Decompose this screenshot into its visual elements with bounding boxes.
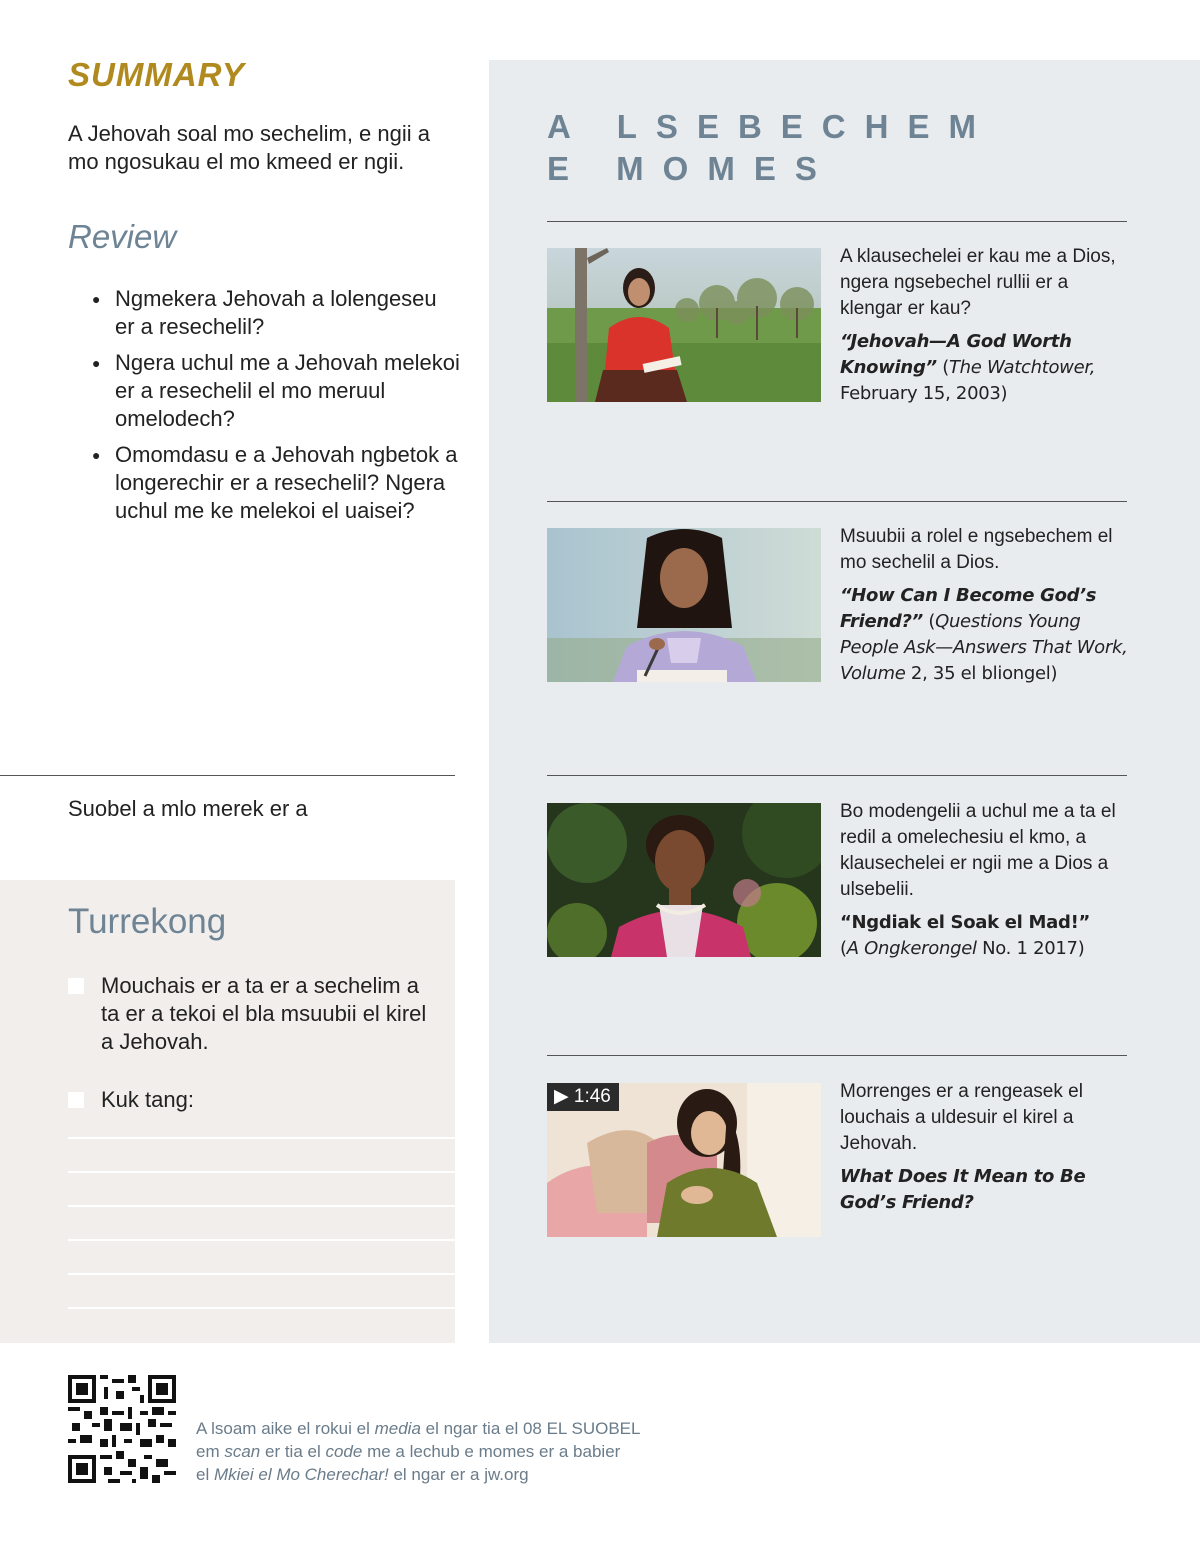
resource-text [840, 1079, 1130, 1216]
resource-date: No. 1 2017) [976, 938, 1085, 959]
footer-fragment: A lsoam aike el rokui el [196, 1419, 375, 1438]
turrekong-title: Turrekong [68, 902, 227, 941]
resource-image-girl-studying[interactable] [547, 528, 821, 682]
divider [547, 501, 1127, 502]
resource-text [840, 524, 1130, 687]
task-checkbox[interactable] [68, 978, 84, 994]
resources-title-line1: A LSEBECHEM [547, 108, 995, 145]
footer-fragment: er tia el [260, 1442, 326, 1461]
resource-video-title[interactable]: What Does It Mean to Be God’s Friend? [840, 1166, 1086, 1213]
task-checkbox[interactable] [68, 1092, 84, 1108]
resource-image-smiling-woman[interactable] [547, 803, 821, 957]
task-item-1 [68, 972, 428, 1056]
turrekong-panel [0, 880, 455, 1343]
task-label: Kuk tang: [101, 1087, 194, 1112]
qr-code-icon[interactable] [68, 1375, 176, 1483]
resource-text [840, 799, 1130, 962]
citation-punct: ( [840, 938, 847, 959]
review-title: Review [68, 218, 177, 255]
resource-citation-title[interactable]: “How Can I Become God’s Friend?” [840, 585, 1097, 632]
task-item-2 [68, 1086, 428, 1114]
resource-citation[interactable] [840, 329, 1130, 407]
writing-line[interactable] [68, 1137, 455, 1139]
writing-line[interactable] [68, 1239, 455, 1241]
resource-description: Bo modengelii a uchul me a ta el redil a omelechesiu el kmo, a klausechelei er ngii me a Dios a ulsebelii. [840, 801, 1116, 900]
resources-panel [489, 60, 1200, 1343]
notes-label: Suobel a mlo merek er a [68, 796, 308, 821]
resource-text [840, 244, 1130, 407]
footer-fragment: code [325, 1442, 363, 1461]
divider [0, 775, 455, 776]
footer-fragment: me a lechub e momes er a babier [362, 1442, 621, 1461]
resources-title-line2: E MOMES [547, 150, 836, 187]
resource-publication: Questions Young People Ask—Answers That Work, Volume [840, 611, 1128, 684]
resource-citation-title[interactable]: “Jehovah—A God Worth Knowing” [840, 331, 1072, 378]
writing-line[interactable] [68, 1273, 455, 1275]
footer-fragment: scan [224, 1442, 261, 1461]
resource-publication: A Ongkerongel [846, 938, 977, 959]
task-label: Mouchais er a ta er a sechelim a ta er a tekoi el bla msuubii el kirel a Jehovah. [101, 973, 427, 1054]
resource-citation-title[interactable]: “Ngdiak el Soak el Mad!” [840, 912, 1091, 933]
resource-description: A klausechelei er kau me a Dios, ngera ngsebechel rullii er a klengar er kau? [840, 246, 1116, 319]
citation-punct: ( [922, 611, 936, 632]
resource-date: 2, 35 el bliongel) [905, 663, 1058, 684]
footer-fragment: el ngar er a jw.org [388, 1465, 529, 1484]
footer-book-title: Mkiei el Mo Cherechar! [213, 1465, 389, 1484]
review-question-3: ● Omomdasu e a Jehovah ngbetok a longerechir er a resechelil? Ngera uchul me ke melekoi el uaisei? [92, 441, 460, 525]
resource-date: February 15, 2003) [840, 383, 1008, 404]
resource-description: Msuubii a rolel e ngsebechem el mo sechelil a Dios. [840, 526, 1113, 573]
divider [547, 221, 1127, 222]
writing-line[interactable] [68, 1205, 455, 1207]
footer-fragment: el [196, 1465, 214, 1484]
resource-citation[interactable] [840, 910, 1130, 962]
review-list [92, 285, 460, 533]
footer-fragment: media [374, 1419, 421, 1438]
footer-text [196, 1417, 756, 1486]
citation-punct: ( [936, 357, 949, 378]
resource-image-woman-orchard[interactable] [547, 248, 821, 402]
resource-video-thumbnail[interactable] [547, 1083, 821, 1237]
summary-text: A Jehovah soal mo sechelim, e ngii a mo ngosukau el mo kmeed er ngii. [68, 121, 430, 174]
review-question-2: ● Ngera uchul me a Jehovah melekoi er a resechelil el mo meruul omelodech? [92, 349, 460, 433]
footer-fragment: em [196, 1442, 225, 1461]
resource-citation[interactable] [840, 583, 1130, 687]
divider [547, 1055, 1127, 1056]
resource-citation[interactable] [840, 1164, 1130, 1216]
review-question-1: ● Ngmekera Jehovah a lolengeseu er a resechelil? [92, 285, 460, 341]
summary-title: SUMMARY [68, 56, 245, 93]
video-duration-badge[interactable]: ▶ 1:46 [547, 1083, 619, 1111]
writing-line[interactable] [68, 1171, 455, 1173]
resource-publication: The Watchtower, [948, 357, 1096, 378]
resources-title [547, 106, 995, 190]
footer-fragment: el ngar tia el 08 EL SUOBEL [420, 1419, 641, 1438]
resource-description: Morrenges er a rengeasek el louchais a uldesuir el kirel a Jehovah. [840, 1081, 1083, 1154]
divider [547, 775, 1127, 776]
writing-line[interactable] [68, 1307, 455, 1309]
